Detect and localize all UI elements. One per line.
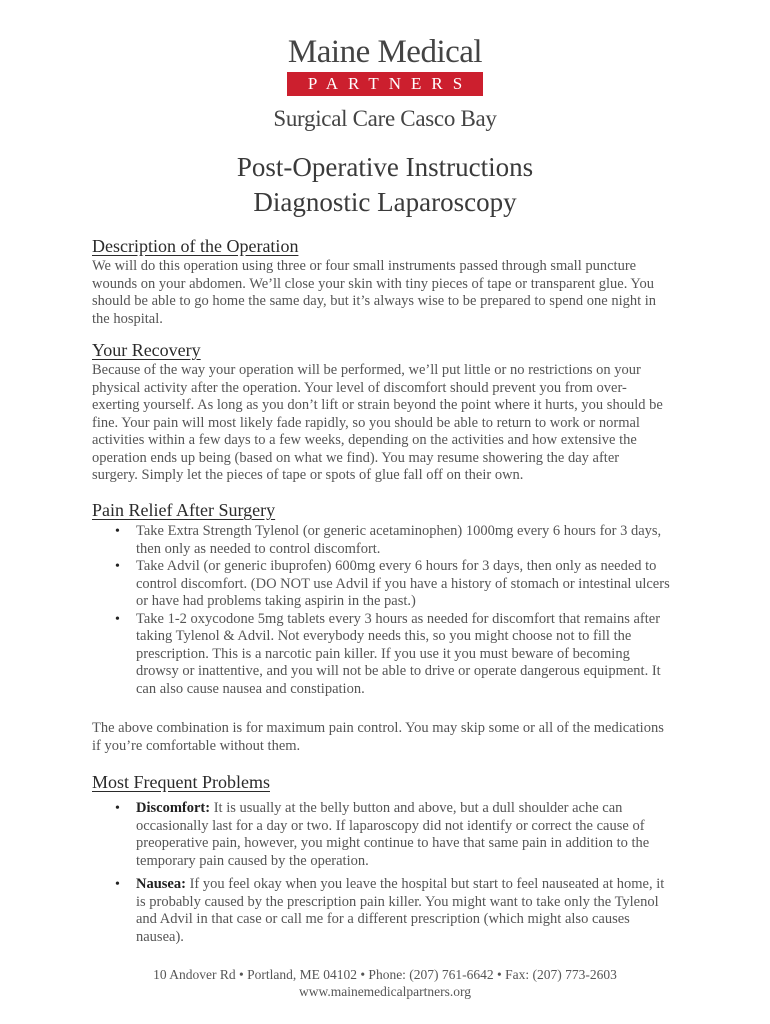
bullet-icon: •: [115, 801, 120, 816]
description-text: We will do this operation using three or four small instruments passed through small puncture wounds on your abdomen. We’ll close your skin with tiny pieces of tape or transparent glue. You should be able to go home the same day, but it’s always wise to be prepared to spend one night in the hospital.: [92, 258, 657, 327]
list-item-text: Take Extra Strength Tylenol (or generic acetaminophen) 1000mg every 6 hours for 3 days, then only as needed to control discomfort.: [136, 523, 662, 557]
list-item: [115, 610, 676, 699]
bullet-icon: •: [115, 611, 120, 627]
footer-website: www.mainemedicalpartners.org: [298, 984, 472, 999]
footer: [0, 966, 770, 1000]
problem-text: If you feel okay when you leave the hospital but start to feel nauseated at home, it is probably caused by the prescription pain killer. You might want to take only the Tylenol and Advil in that case or call me for a different prescription (which might also causes nausea).: [136, 876, 665, 945]
problem-text: It is usually at the belly button and above, but a dull shoulder ache can occasionally last for a day or two. If laparoscopy did not identify or correct the cause of preoperative pain, however, you might continue to have that same pain in addition to the temporary pain caused by the operation.: [136, 800, 650, 869]
page-subtitle: Diagnostic Laparoscopy: [253, 187, 517, 217]
list-item: [115, 523, 676, 558]
section-heading-problems: Most Frequent Problems: [92, 772, 270, 792]
pain-relief-note: The above combination is for maximum pain control. You may skip some or all of the medications if you’re comfortable without them.: [92, 720, 664, 754]
bullet-icon: •: [115, 877, 120, 892]
problems-list: [115, 800, 676, 952]
list-item-text: Take Advil (or generic ibuprofen) 600mg every 6 hours for 3 days, then only as needed to control discomfort. (DO NOT use Advil if you have a history of stomach or intestinal ulcers or have had problems taking aspirin in the past.): [136, 558, 670, 609]
section-heading-description: Description of the Operation: [92, 236, 299, 256]
logo: [0, 34, 770, 132]
logo-partners-banner: PARTNERS: [287, 72, 483, 96]
page-title: Post-Operative Instructions: [236, 152, 534, 182]
logo-subtitle: Surgical Care Casco Bay: [273, 106, 497, 131]
recovery-text: Because of the way your operation will be performed, we’ll put little or no restrictions on your physical activity after the operation. Your level of discomfort should prevent you from over-exerting yourself. As long as you don’t lift or strain beyond the point where it hurts, you should be fine. Your pain will most likely fade rapidly, so you should be able to return to work or normal activities within a few days to a few weeks, depending on the activities and how extensive the operation ends up being (based on what we find). You may resume showering the day after surgery. Simply let the pieces of tape or spots of glue fall off on their own.: [92, 362, 663, 483]
list-item-text: Take 1-2 oxycodone 5mg tablets every 3 hours as needed for discomfort that remains after taking Tylenol & Advil. Not everybody needs this, so you might choose not to fill the prescription. This is a narcotic pain killer. If you use it you must beware of becoming drowsy or inattentive, and you will not be able to drive or operate dangerous equipment. It can also cause nausea and constipation.: [136, 610, 661, 697]
problem-term: Nausea:: [136, 876, 186, 892]
section-heading-pain-relief: Pain Relief After Surgery: [92, 500, 276, 520]
problem-term: Discomfort:: [136, 800, 211, 816]
bullet-icon: •: [115, 524, 120, 539]
pain-relief-list: [115, 523, 676, 698]
section-heading-recovery: Your Recovery: [92, 340, 201, 360]
list-item: [115, 876, 676, 946]
footer-address: 10 Andover Rd • Portland, ME 04102 • Phone: (207) 761-6642 • Fax: (207) 773-2603: [153, 967, 617, 982]
list-item: [115, 558, 676, 611]
bullet-icon: •: [115, 559, 120, 574]
list-item: [115, 800, 676, 870]
logo-name: Maine Medical: [287, 34, 483, 70]
